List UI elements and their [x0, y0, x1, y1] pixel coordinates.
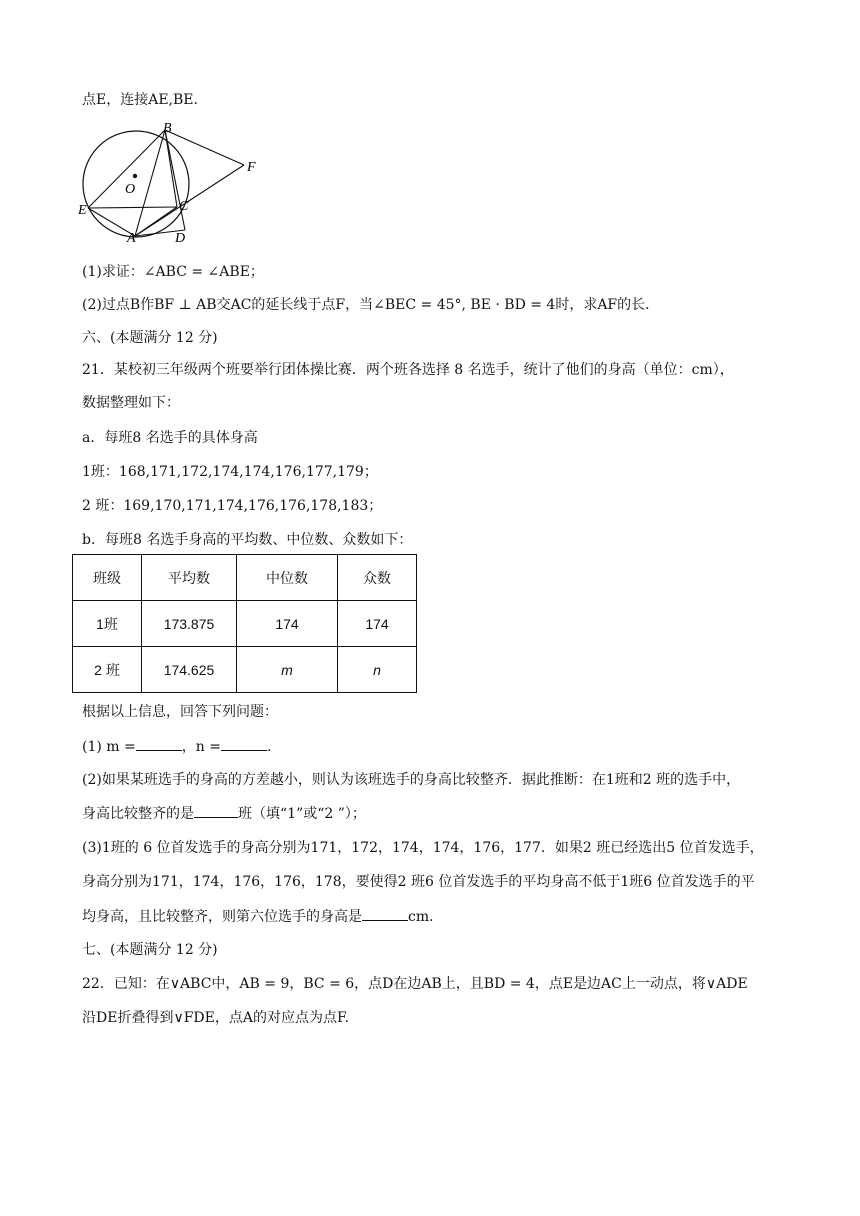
answer-blank-n[interactable] — [221, 736, 267, 751]
section-6-heading: 六、(本题满分 12 分) — [82, 330, 218, 346]
statistics-table — [72, 554, 417, 693]
table-cell: 174 — [338, 601, 417, 647]
subquestion-1-end: . — [266, 739, 272, 755]
table-cell: m — [237, 647, 338, 693]
geometry-figure — [78, 118, 268, 248]
label-f: F — [247, 160, 256, 175]
subquestion-1 — [82, 736, 271, 757]
header-cell-class: 班级 — [73, 555, 142, 601]
section-7-heading: 七、(本题满分 12 分) — [82, 942, 218, 958]
problem-21-intro-cont: 数据整理如下： — [82, 395, 180, 411]
subquestion-3-line-2: 身高分别为171，174，176，176，178，要使得2 班6 位首发选手的平均身高不低于1班6 位首发选手的平 — [82, 874, 755, 890]
problem-22-line-1: 22．已知：在∨ABC中，AB = 9，BC = 6，点D在边AB上，且BD = 4，点E是边AC上一动点，将∨ADE — [82, 976, 748, 992]
problem-22-line-2: 沿DE折叠得到∨FDE，点A的对应点为点F. — [82, 1010, 349, 1026]
table-cell: 174 — [237, 601, 338, 647]
answer-blank-height[interactable] — [362, 906, 408, 921]
label-o: O — [125, 182, 136, 197]
class-1-heights: 1班：168,171,172,174,174,176,177,179； — [82, 464, 378, 480]
instruction-line: 根据以上信息，回答下列问题： — [82, 704, 278, 720]
text-line-point-e: 点E，连接AE,BE． — [82, 92, 208, 108]
part-b-heading: b．每班8 名选手身高的平均数、中位数、众数如下： — [82, 532, 413, 548]
segment-bf — [165, 130, 244, 165]
header-cell-median: 中位数 — [237, 555, 338, 601]
label-e: E — [78, 203, 87, 218]
subquestion-1-n-label: ，n = — [181, 739, 221, 755]
question-1: (1)求证：∠ABC = ∠ABE； — [82, 264, 264, 280]
subquestion-2-line-1: (2)如果某班选手的身高的方差越小，则认为该班选手的身高比较整齐．据此推断：在1班和2 班的选手中， — [82, 772, 741, 788]
label-d: D — [175, 231, 186, 246]
problem-21-intro: 21．某校初三年级两个班要举行团体操比赛．两个班各选择 8 名选手，统计了他们的身高（单位：cm）， — [82, 362, 734, 378]
table-cell: 2 班 — [73, 647, 142, 693]
label-a: A — [127, 231, 136, 246]
subquestion-3-line-3 — [82, 906, 443, 927]
table-cell: 1班 — [73, 601, 142, 647]
header-cell-mean: 平均数 — [142, 555, 237, 601]
subquestion-2-line-2 — [82, 803, 366, 824]
subquestion-3-line-1: (3)1班的 6 位首发选手的身高分别为171，172，174，174，176，177．如果2 班已经选出5 位首发选手， — [82, 840, 764, 856]
subquestion-3-suffix: cm． — [408, 909, 444, 925]
part-a-heading: a．每班8 名选手的具体身高 — [82, 430, 258, 446]
subquestion-2-suffix: 班（填“1”或“2 ”）； — [238, 806, 366, 822]
label-b: B — [163, 121, 172, 136]
answer-blank-class[interactable] — [194, 803, 238, 818]
answer-blank-m[interactable] — [136, 736, 182, 751]
table-row — [73, 601, 417, 647]
subquestion-3-prefix: 均身高，且比较整齐，则第六位选手的身高是 — [82, 909, 362, 925]
header-cell-mode: 众数 — [338, 555, 417, 601]
label-c: C — [179, 199, 189, 214]
table-cell: 174.625 — [142, 647, 237, 693]
table-cell: n — [338, 647, 417, 693]
segment-ec — [88, 207, 177, 208]
table-header-row — [73, 555, 417, 601]
table-row — [73, 647, 417, 693]
table-cell: 173.875 — [142, 601, 237, 647]
class-2-heights: 2 班：169,170,171,174,176,176,178,183； — [82, 498, 383, 514]
question-2: (2)过点B作BF ⊥ AB交AC的延长线于点F，当∠BEC = 45°, BE · BD = 4时，求AF的长． — [82, 297, 660, 313]
center-point-o — [133, 174, 137, 178]
subquestion-1-m-label: (1) m = — [82, 739, 136, 755]
subquestion-2-prefix: 身高比较整齐的是 — [82, 806, 194, 822]
